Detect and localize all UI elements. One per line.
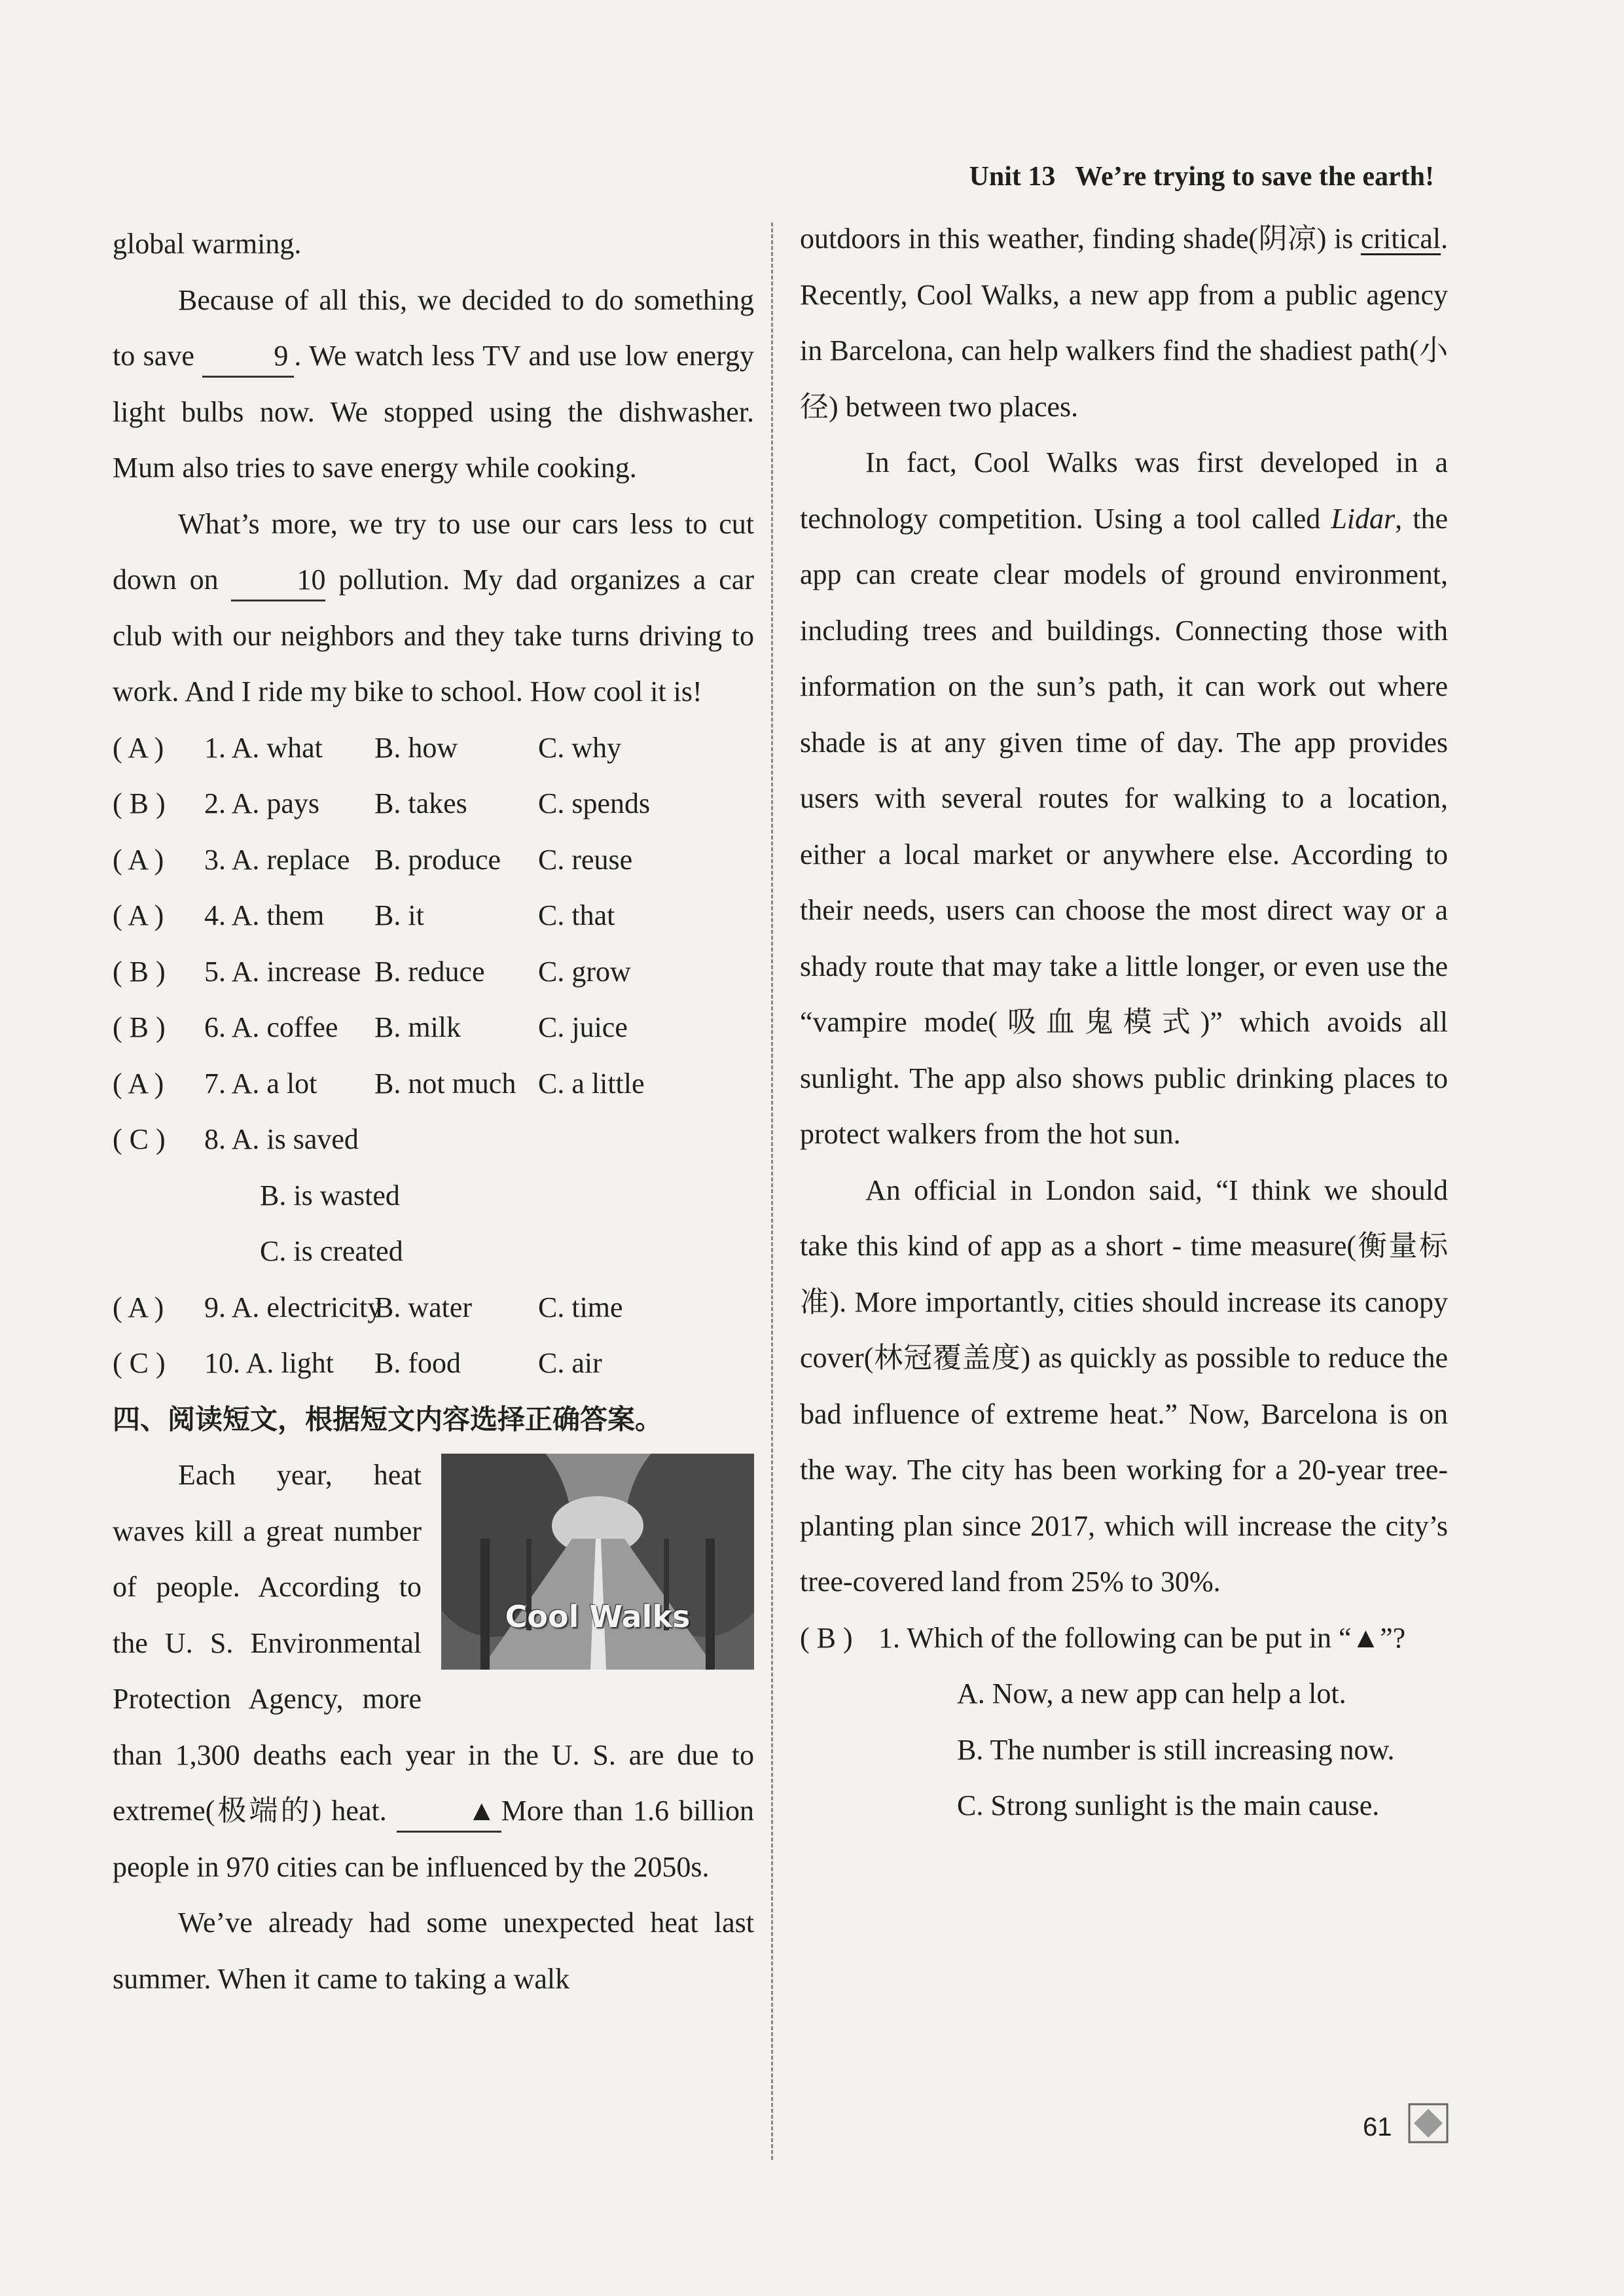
italic-term: Lidar	[1331, 502, 1396, 535]
reading-paragraph: We’ve already had some unexpected heat last summer. When it came to taking a walk	[113, 1907, 754, 1995]
photo-caption: Cool Walks	[505, 1598, 691, 1634]
underlined-word: critical	[1360, 223, 1441, 255]
option-row: ( A ) 4. A. them B. it C. that	[113, 899, 615, 931]
option-row: ( B ) 2. A. pays B. takes C. spends	[113, 787, 651, 819]
option-row: ( A ) 9. A. electricity B. water C. time	[113, 1291, 623, 1323]
option-row: ( A ) 1. A. what B. how C. why	[113, 731, 622, 764]
blank-9: 9	[202, 336, 294, 378]
question-1: ( B ) 1. Which of the following can be put in “▲”?	[800, 1621, 1406, 1654]
reading-paragraph: In fact, Cool Walks was first developed in a technology competition. Using a tool called Lidar, the app can create clear models of ground environment, including trees and buildings. Connecting those with information on the sun’s path, it can work out where shade is at any given time of day. The app provides users with several routes for walking to a location, either a local market or anywhere else. According to their needs, users can choose the most direct way or a shady route that may take a little longer, or even use the “vampire mode(吸血鬼模式)” which avoids all sunlight. The app also shows public drinking places to protect walkers from the hot sun.	[800, 446, 1448, 1150]
passage-line: global warming.	[113, 228, 302, 260]
diamond-page-icon	[1407, 2102, 1449, 2144]
option-row: ( B ) 6. A. coffee B. milk C. juice	[113, 1011, 628, 1043]
reading-paragraph: outdoors in this weather, finding shade(阴凉) is critical. Recently, Cool Walks, a new app from a public agency in Barcelona, can help walkers find the shadiest path(小径) between two places.	[800, 223, 1448, 423]
question-option: A. Now, a new app can help a lot.	[957, 1677, 1346, 1710]
page-number: 61	[1363, 2113, 1392, 2142]
right-column	[800, 211, 1448, 1834]
option-row: ( C ) 10. A. light B. food C. air	[113, 1347, 602, 1379]
unit-label: Unit 13	[969, 162, 1056, 192]
column-divider	[771, 223, 773, 2160]
unit-title: We’re trying to save the earth!	[1075, 162, 1434, 192]
option-row: C. is created	[260, 1235, 403, 1267]
option-row: B. is wasted	[260, 1179, 400, 1211]
cool-walks-photo	[441, 1454, 754, 1670]
answer-options	[113, 720, 754, 1391]
option-row: ( B ) 5. A. increase B. reduce C. grow	[113, 955, 631, 988]
passage-paragraph: Because of all this, we decided to do something to save 9 . We watch less TV and use low energy light bulbs now. We stopped using the dishwasher. Mum also tries to save energy while cooking.	[113, 283, 755, 484]
left-column	[113, 216, 754, 2007]
reading-paragraph: An official in London said, “I think we should take this kind of app as a short - time measure(衡量标准). More importantly, cities should increase its canopy cover(林冠覆盖度) as quickly as possible to reduce the bad influence of extreme heat.” Now, Barcelona is on the way. The city has been working for a 20-year tree-planting plan since 2017, which will increase the city’s tree-covered land from 25% to 30%.	[800, 1174, 1448, 1598]
reading-paragraph: Each year, heat waves kill a great number of people. According to the U. S. Environmental Protection Agency, more than 1,300 deaths each year in the U. S. are due to extreme(极端的) heat. ▲ More than 1.6 billion people in 970 cities can be influenced by the 2050s.	[113, 1459, 754, 1883]
question-option: C. Strong sunlight is the main cause.	[957, 1789, 1380, 1821]
option-row: ( C ) 8. A. is saved	[113, 1123, 359, 1155]
triangle-blank: ▲	[397, 1791, 501, 1833]
running-header	[969, 161, 1434, 192]
option-row: ( A ) 7. A. a lot B. not much C. a little	[113, 1067, 645, 1100]
blank-10: 10	[231, 560, 325, 601]
option-row: ( A ) 3. A. replace B. produce C. reuse	[113, 843, 633, 876]
passage-paragraph: What’s more, we try to use our cars less to cut down on 10 pollution. My dad organizes a car club with our neighbors and they take turns driving to work. And I ride my bike to school. How cool it is!	[113, 507, 754, 708]
question-option: B. The number is still increasing now.	[957, 1733, 1395, 1766]
section-title: 四、阅读短文，根据短文内容选择正确答案。	[113, 1403, 663, 1435]
